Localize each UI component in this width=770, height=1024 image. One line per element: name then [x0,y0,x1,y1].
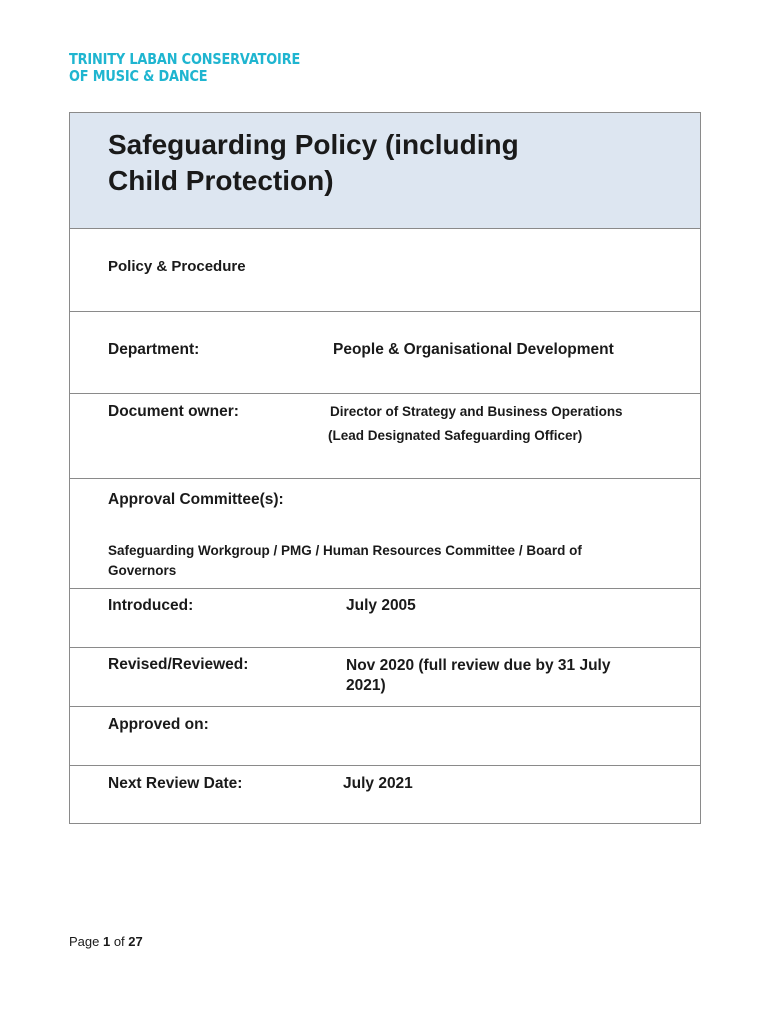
next-review-row [70,766,700,824]
logo-line-1: TRINITY LABAN CONSERVATOIRE [69,50,301,68]
revised-value-line-2: 2021) [346,677,386,694]
revised-value-line-1: Nov 2020 (full review due by 31 July [346,657,611,674]
approval-value-line-1: Safeguarding Workgroup / PMG / Human Resources Committee / Board of [108,543,582,558]
title-line-2: Child Protection) [108,165,334,196]
next-review-value: July 2021 [343,775,413,792]
approval-value [108,541,678,581]
owner-label: Document owner: [108,403,239,420]
page-current: 1 [102,934,111,949]
owner-value-line-1: Director of Strategy and Business Operations [330,404,623,419]
revised-label: Revised/Reviewed: [108,656,249,673]
introduced-label: Introduced: [108,597,194,614]
title-row [70,113,700,229]
page-prefix: Page [69,934,103,949]
revised-value [346,656,610,696]
document-title [108,127,519,199]
doc-type-row [70,229,700,312]
page-of: of [110,934,129,949]
doc-type: Policy & Procedure [108,258,246,275]
page-number [69,934,143,949]
introduced-value: July 2005 [346,597,416,614]
introduced-row [70,589,700,648]
approved-row [70,707,700,766]
logo-line-2: OF MUSIC & DANCE [69,67,208,85]
revised-row [70,648,700,707]
owner-value-line-2: (Lead Designated Safeguarding Officer) [328,428,583,443]
approved-label: Approved on: [108,716,209,733]
logo [69,51,300,85]
title-line-1: Safeguarding Policy (including [108,129,519,160]
next-review-label: Next Review Date: [108,775,243,792]
document-info-table [69,112,701,824]
approval-row [70,479,700,589]
department-row [70,312,700,394]
owner-row [70,394,700,479]
approval-label: Approval Committee(s): [108,491,284,508]
department-value: People & Organisational Development [333,341,614,358]
page-total: 27 [128,934,143,949]
approval-value-line-2: Governors [108,563,177,578]
department-label: Department: [108,341,200,358]
